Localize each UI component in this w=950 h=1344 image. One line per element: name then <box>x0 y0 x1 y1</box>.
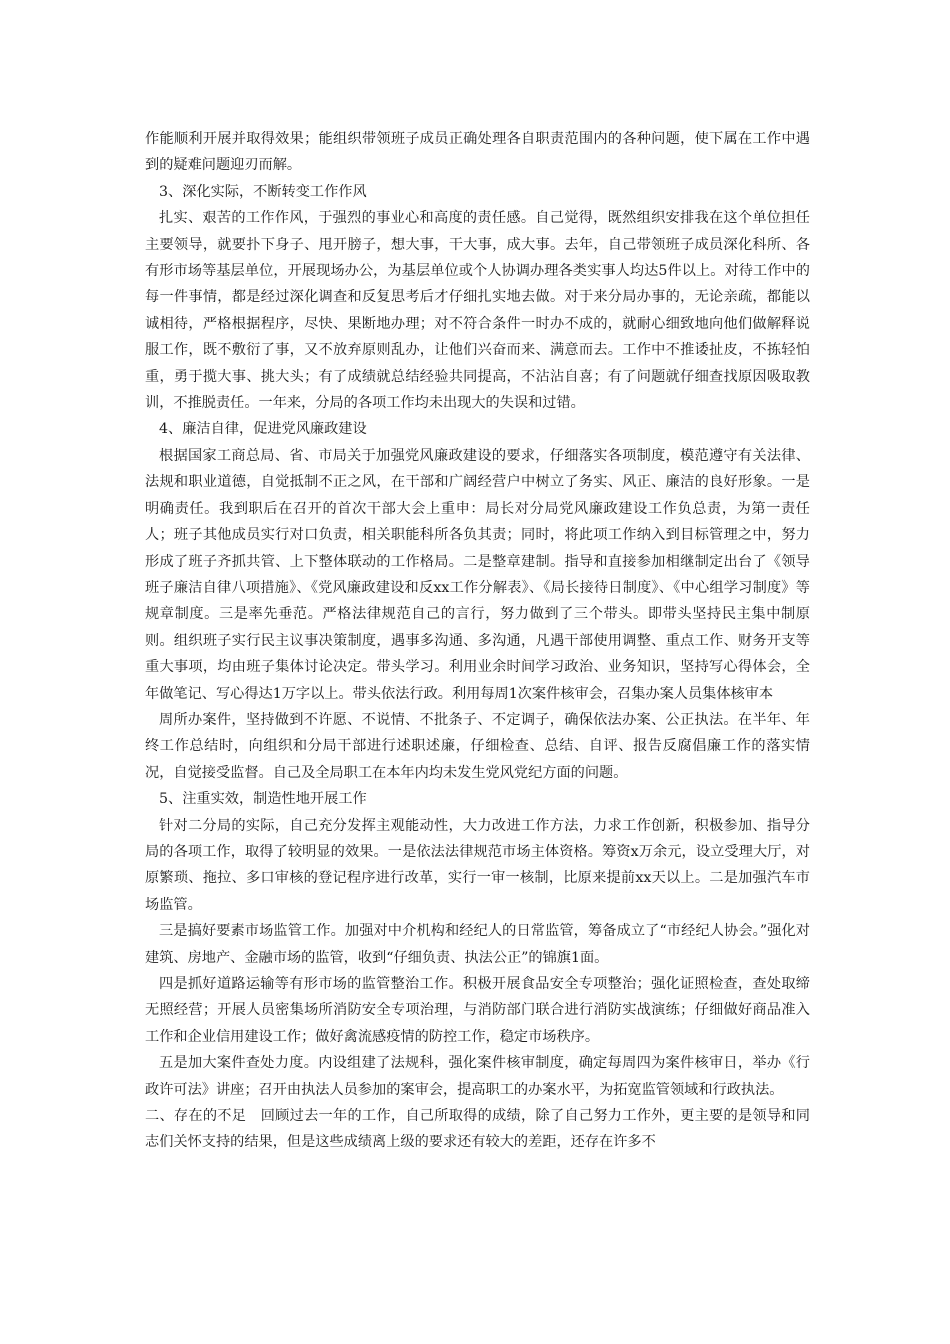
section-heading-3: 3、深化实际，不断转变工作作风 <box>159 183 367 200</box>
paragraph-work-style: 扎实、艰苦的工作作风，于强烈的事业心和高度的责任感。自己觉得，既然组织安排我在这个单位担任主要领导，就要扑下身子、甩开膀子，想大事，干大事，成大事。去年，自己带领班子成员深化科所、各有形市场等基层单位，开展现场办公，为基层单位或个人协调办理各类实事人均达5件以上。对待工作中的每一件事情，都是经过深化调查和反复思考后才仔细扎实地去做。对于来分局办事的，无论亲疏，都能以诚相待，严格根据程序，尽快、果断地办理；对不符合条件一时办不成的，就耐心细致地向他们做解释说服工作，既不敷衍了事，又不放弃原则乱办，让他们兴奋而来、满意而去。工作中不推诿扯皮，不拣轻怕重，勇于揽大事、挑大头；有了成绩就总结经验共同提高，不沾沾自喜；有了问题就仔细查找原因吸取教训，不推脱责任。一年来，分局的各项工作均未出现大的失误和过错。 <box>145 210 810 412</box>
paragraph-shortcomings: 二、存在的不足 回顾过去一年的工作，自己所取得的成绩，除了自己努力工作外，更主要的是领导和同志们关怀支持的结果，但是这些成绩离上级的要求还有较大的差距，还存在许多不 <box>145 1108 810 1151</box>
paragraph-tangible-market: 四是抓好道路运输等有形市场的监管整治工作。积极开展食品安全专项整治；强化证照检查，查处取缔无照经营；开展人员密集场所消防安全专项治理，与消防部门联合进行消防实战演练；仔细做好商品准入工作和企业信用建设工作；做好禽流感疫情的防控工作，稳定市场秩序。 <box>145 976 810 1045</box>
paragraph-intro-continuation: 作能顺利开展并取得效果；能组织带领班子成员正确处理各自职责范围内的各种问题，使下属在工作中遇到的疑难问题迎刃而解。 <box>145 131 810 174</box>
document-body <box>145 126 810 1156</box>
paragraph-integrity-continued: 周所办案件，坚持做到不许愿、不说情、不批条子、不定调子，确保依法办案、公正执法。在半年、年终工作总结时，向组织和分局干部进行述职述廉，仔细检查、总结、自评、报告反腐倡廉工作的落实情况，自觉接受监督。自己及全局职工在本年内均未发生党风党纪方面的问题。 <box>145 711 810 781</box>
paragraph-factor-market: 三是搞好要素市场监管工作。加强对中介机构和经纪人的日常监管，筹备成立了“市经纪人协会。”强化对建筑、房地产、金融市场的监管，收到“仔细负责、执法公正”的锦旗1面。 <box>145 923 810 966</box>
section-heading-4: 4、廉洁自律，促进党风廉政建设 <box>159 421 367 438</box>
paragraph-case-handling: 五是加大案件查处力度。内设组建了法规科，强化案件核审制度，确定每周四为案件核审日，举办《行政许可法》讲座；召开由执法人员参加的案审会，提高职工的办案水平，为拓宽监管领域和行政执法。 <box>145 1055 810 1098</box>
paragraph-integrity: 根据国家工商总局、省、市局关于加强党风廉政建设的要求，仔细落实各项制度，模范遵守有关法律、法规和职业道德，自觉抵制不正之风，在干部和广阔经营户中树立了务实、风正、廉洁的良好形象。一是明确责任。我到职后在召开的首次干部大会上重申：局长对分局党风廉政建设工作负总责，为第一责任人；班子其他成员实行对口负责，相关职能科所各负其责；同时，将此项工作纳入到目标管理之中，努力形成了班子齐抓共管、上下整体联动的工作格局。二是整章建制。指导和直接参加相继制定出台了《领导班子廉洁自律八项措施》、《党风廉政建设和反xx工作分解表》、《局长接待日制度》、《中心组学习制度》等规章制度。三是率先垂范。严格法律规范自己的言行，努力做到了三个带头。即带头坚持民主集中制原则。组织班子实行民主议事决策制度，遇事多沟通、多沟通，凡遇干部使用调整、重点工作、财务开支等重大事项，均由班子集体讨论决定。带头学习。利用业余时间学习政治、业务知识，坚持写心得体会，全年做笔记、写心得达1万字以上。带头依法行政。利用每周1次案件核审会，召集办案人员集体核审本 <box>145 447 810 702</box>
section-heading-5: 5、注重实效，制造性地开展工作 <box>159 791 367 808</box>
paragraph-effectiveness: 针对二分局的实际，自己充分发挥主观能动性，大力改进工作方法，力求工作创新，积极参加、指导分局的各项工作，取得了较明显的效果。一是依法法律规范市场主体资格。筹资x万余元，设立受理大厅，对原繁琐、拖拉、多口审核的登记程序进行改革，实行一审一核制，比原来提前xx天以上。二是加强汽车市场监管。 <box>145 817 810 913</box>
